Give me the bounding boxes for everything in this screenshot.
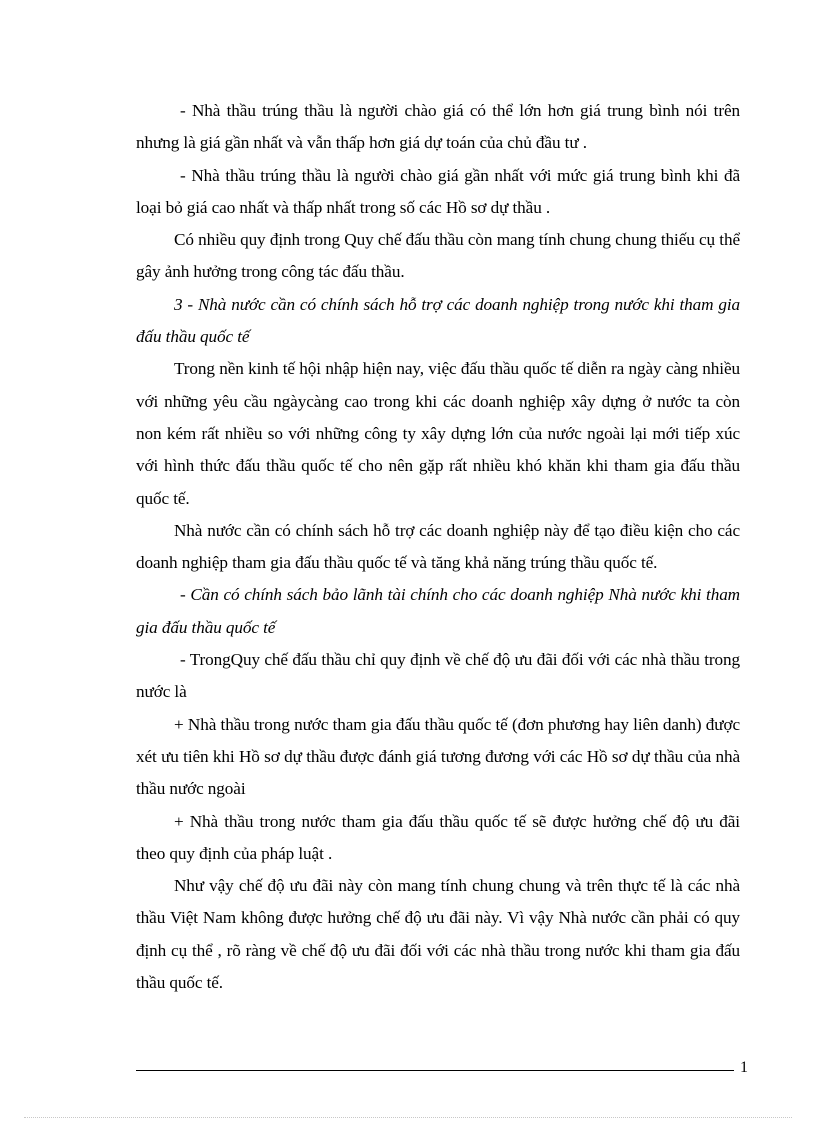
footer-divider	[136, 1070, 734, 1071]
paragraph-preferential-regulation: - TrongQuy chế đấu thầu chỉ quy định về chế độ ưu đãi đối với các nhà thầu trong nước là	[136, 650, 740, 702]
page-bottom-border	[24, 1117, 792, 1118]
paragraph-conclusion: Như vậy chế độ ưu đãi này còn mang tính chung chung và trên thực tế là các nhà thầu Việt Nam không được hưởng chế độ ưu đãi này. Vì vậy Nhà nước cần phải có quy định cụ thể , rõ ràng về chế độ ưu đãi đối với các nhà thầu trong nước khi tham gia đấu thầu quốc tế.	[136, 876, 740, 993]
paragraph-domestic-priority: + Nhà thầu trong nước tham gia đấu thầu quốc tế (đơn phương hay liên danh) được xét ưu tiên khi Hồ sơ dự thầu được đánh giá tương đương với các Hồ sơ dự thầu của nhà thầu nước ngoài	[136, 714, 740, 799]
page-number: 1	[740, 1059, 748, 1076]
paragraph-bid-winner-closest-price: - Nhà thầu trúng thầu là người chào giá gần nhất với mức giá trung bình khi đã loại bỏ giá cao nhất và thấp nhất trong số các Hồ sơ dự thầu .	[136, 165, 740, 217]
paragraph-state-support-policy: Nhà nước cần có chính sách hỗ trợ các doanh nghiệp này để tạo điều kiện cho các doanh nghiệp tham gia đấu thầu quốc tế và tăng khả năng trúng thầu quốc tế.	[136, 520, 740, 573]
paragraph-legal-preference: + Nhà thầu trong nước tham gia đấu thầu quốc tế sẽ được hưởng chế độ ưu đãi theo quy định của pháp luật .	[136, 811, 740, 863]
paragraph-general-regulations: Có nhiều quy định trong Quy chế đấu thầu còn mang tính chung chung thiếu cụ thể gây ảnh hưởng trong công tác đấu thầu.	[136, 230, 740, 282]
paragraph-bid-winner-higher-price: - Nhà thầu trúng thầu là người chào giá có thể lớn hơn giá trung bình nói trên nhưng là giá gần nhất và vẫn thấp hơn giá dự toán của chủ đầu tư .	[136, 101, 740, 153]
document-body	[136, 95, 740, 999]
paragraph-economic-integration: Trong nền kinh tế hội nhập hiện nay, việc đấu thầu quốc tế diễn ra ngày càng nhiều với những yêu cầu ngàycàng cao trong khi các doanh nghiệp xây dựng ở nước ta còn non kém rất nhiều so với những công ty xây dựng lớn của nước ngoài lại mới tiếp xúc với hình thức đấu thầu quốc tế cho nên gặp rất nhiều khó khăn khi tham gia đấu thầu quốc tế.	[136, 359, 740, 508]
paragraph-financial-guarantee: - Cần có chính sách bảo lãnh tài chính cho các doanh nghiệp Nhà nước khi tham gia đấu thầu quốc tế	[136, 585, 740, 637]
section-heading-state-support: 3 - Nhà nước cần có chính sách hỗ trợ các doanh nghiệp trong nước khi tham gia đấu thầu quốc tế	[136, 294, 740, 347]
